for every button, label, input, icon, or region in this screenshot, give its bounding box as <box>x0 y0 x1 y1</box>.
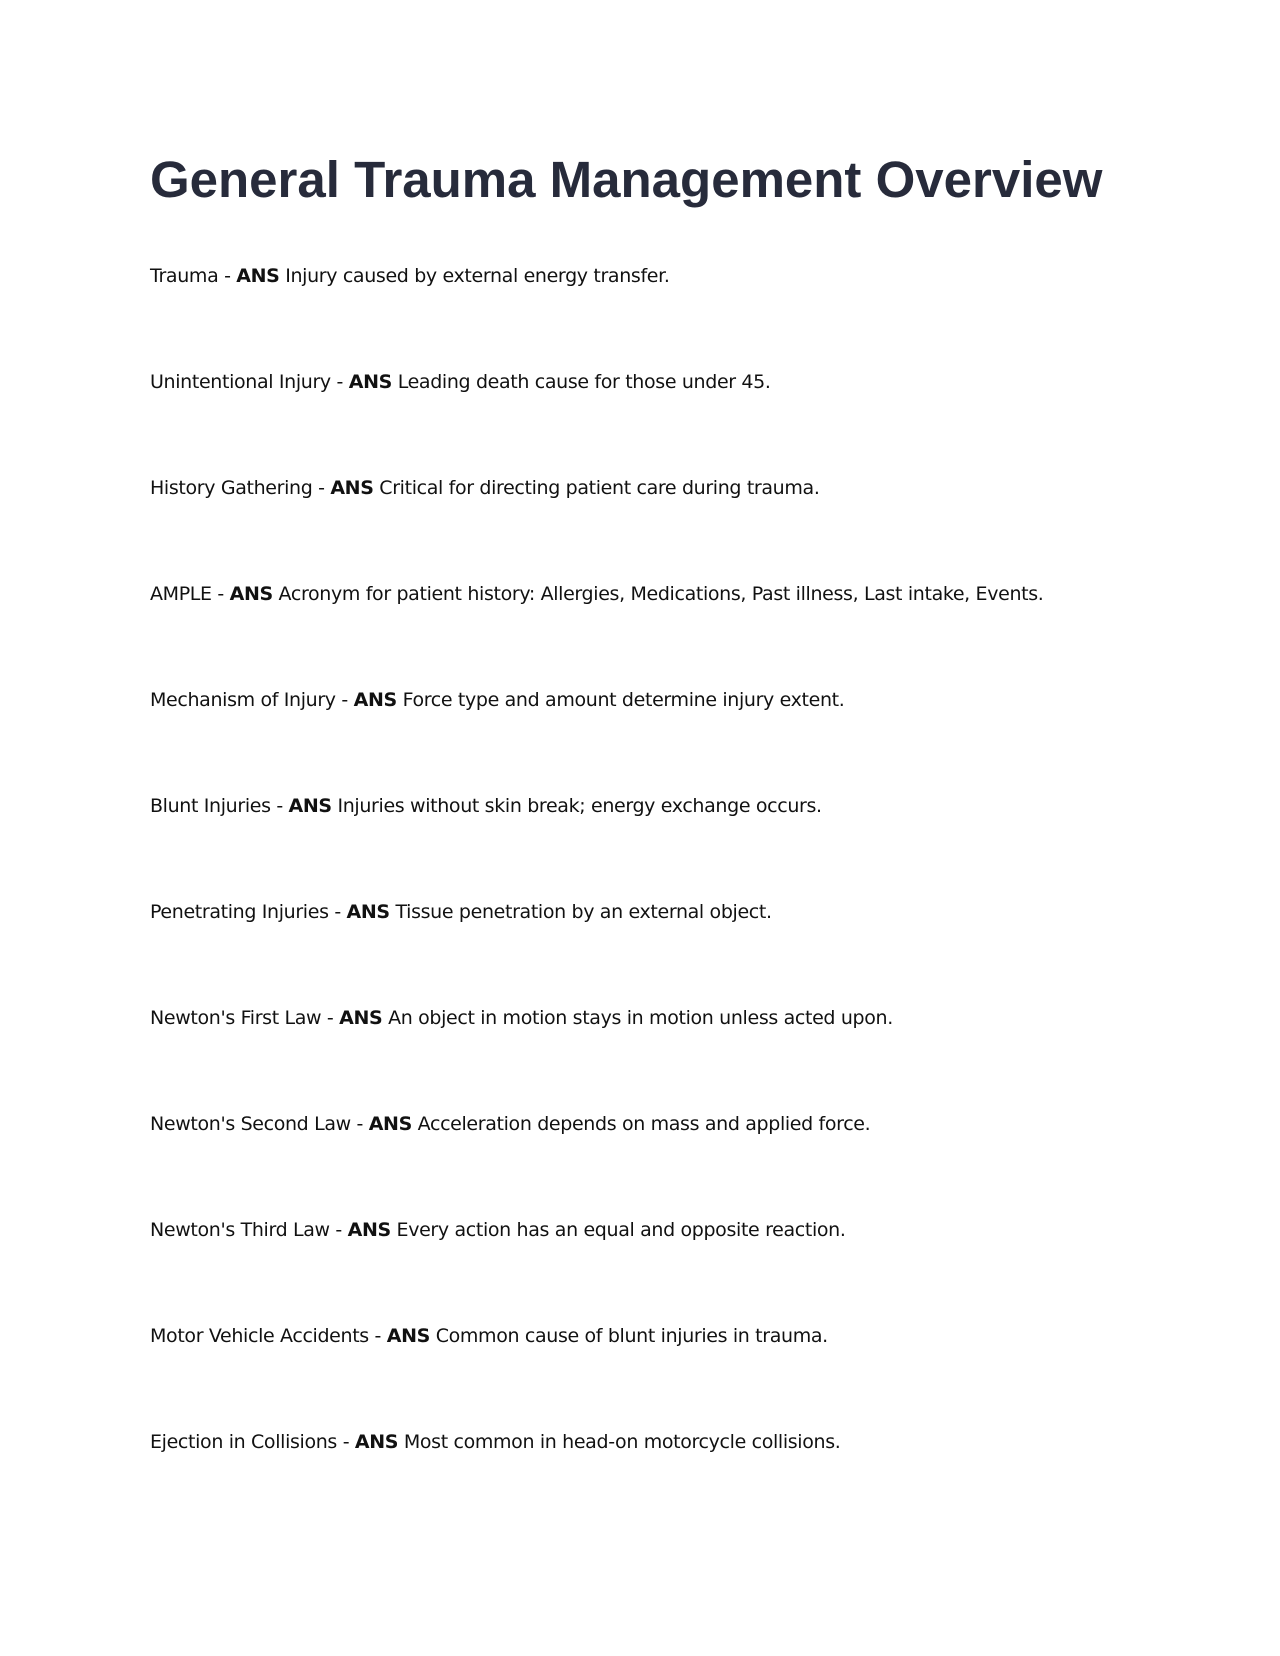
qa-definition: Critical for directing patient care during trauma. <box>379 477 820 499</box>
qa-term: AMPLE <box>150 583 212 605</box>
qa-item <box>150 474 1230 580</box>
qa-term: Mechanism of Injury <box>150 689 336 711</box>
page-title: General Trauma Management Overview <box>150 151 1103 208</box>
qa-separator: - <box>270 795 289 817</box>
qa-definition: Most common in head-on motorcycle collisions. <box>403 1431 841 1453</box>
qa-item <box>150 1110 1230 1216</box>
qa-definition: Every action has an equal and opposite reaction. <box>396 1219 846 1241</box>
qa-term: Newton's Second Law <box>150 1113 351 1135</box>
qa-item <box>150 580 1230 686</box>
qa-term: Motor Vehicle Accidents <box>150 1325 369 1347</box>
qa-answer-marker: ANS <box>330 477 374 499</box>
qa-definition: Tissue penetration by an external object. <box>395 901 772 923</box>
qa-separator: - <box>337 1431 355 1453</box>
qa-separator: - <box>330 371 349 393</box>
qa-answer-marker: ANS <box>386 1325 430 1347</box>
qa-term: Newton's First Law <box>150 1007 322 1029</box>
qa-answer-marker: ANS <box>368 1113 412 1135</box>
qa-answer-marker: ANS <box>229 583 273 605</box>
qa-term: Penetrating Injuries <box>150 901 329 923</box>
qa-separator: - <box>321 1007 340 1029</box>
qa-answer-marker: ANS <box>347 1219 391 1241</box>
qa-definition: Injuries without skin break; energy exchange occurs. <box>337 795 822 817</box>
qa-definition: An object in motion stays in motion unless acted upon. <box>388 1007 893 1029</box>
qa-answer-marker: ANS <box>236 265 280 287</box>
qa-item <box>150 368 1230 474</box>
qa-separator: - <box>329 1219 348 1241</box>
qa-separator: - <box>312 477 331 499</box>
qa-separator: - <box>335 689 354 711</box>
qa-answer-marker: ANS <box>353 689 397 711</box>
qa-separator: - <box>350 1113 369 1135</box>
qa-term: Unintentional Injury <box>150 371 331 393</box>
qa-definition: Force type and amount determine injury extent. <box>402 689 845 711</box>
qa-definition: Injury caused by external energy transfer. <box>285 265 670 287</box>
qa-item <box>150 1004 1230 1110</box>
qa-answer-marker: ANS <box>354 1431 399 1453</box>
qa-term: Newton's Third Law <box>150 1219 330 1241</box>
qa-item <box>150 898 1230 1004</box>
qa-answer-marker: ANS <box>339 1007 383 1029</box>
qa-term: Blunt Injuries <box>150 795 271 817</box>
qa-item <box>150 1216 1230 1322</box>
qa-list <box>150 262 1230 1534</box>
qa-item <box>150 1428 1230 1534</box>
qa-separator: - <box>368 1325 387 1347</box>
qa-answer-marker: ANS <box>288 795 332 817</box>
qa-item <box>150 686 1230 792</box>
qa-separator: - <box>328 901 347 923</box>
qa-term: History Gathering <box>150 477 313 499</box>
qa-answer-marker: ANS <box>346 901 390 923</box>
qa-answer-marker: ANS <box>348 371 392 393</box>
qa-definition: Common cause of blunt injuries in trauma. <box>435 1325 828 1347</box>
qa-item <box>150 262 1230 368</box>
qa-definition: Leading death cause for those under 45. <box>397 371 771 393</box>
qa-separator: - <box>211 583 230 605</box>
qa-item <box>150 1322 1230 1428</box>
qa-definition: Acronym for patient history: Allergies, Medications, Past illness, Last intake, Events. <box>278 583 1044 605</box>
qa-term: Trauma <box>150 265 219 287</box>
qa-term: Ejection in Collisions <box>150 1431 337 1453</box>
qa-item <box>150 792 1230 898</box>
qa-separator: - <box>218 265 237 287</box>
qa-definition: Acceleration depends on mass and applied force. <box>417 1113 871 1135</box>
